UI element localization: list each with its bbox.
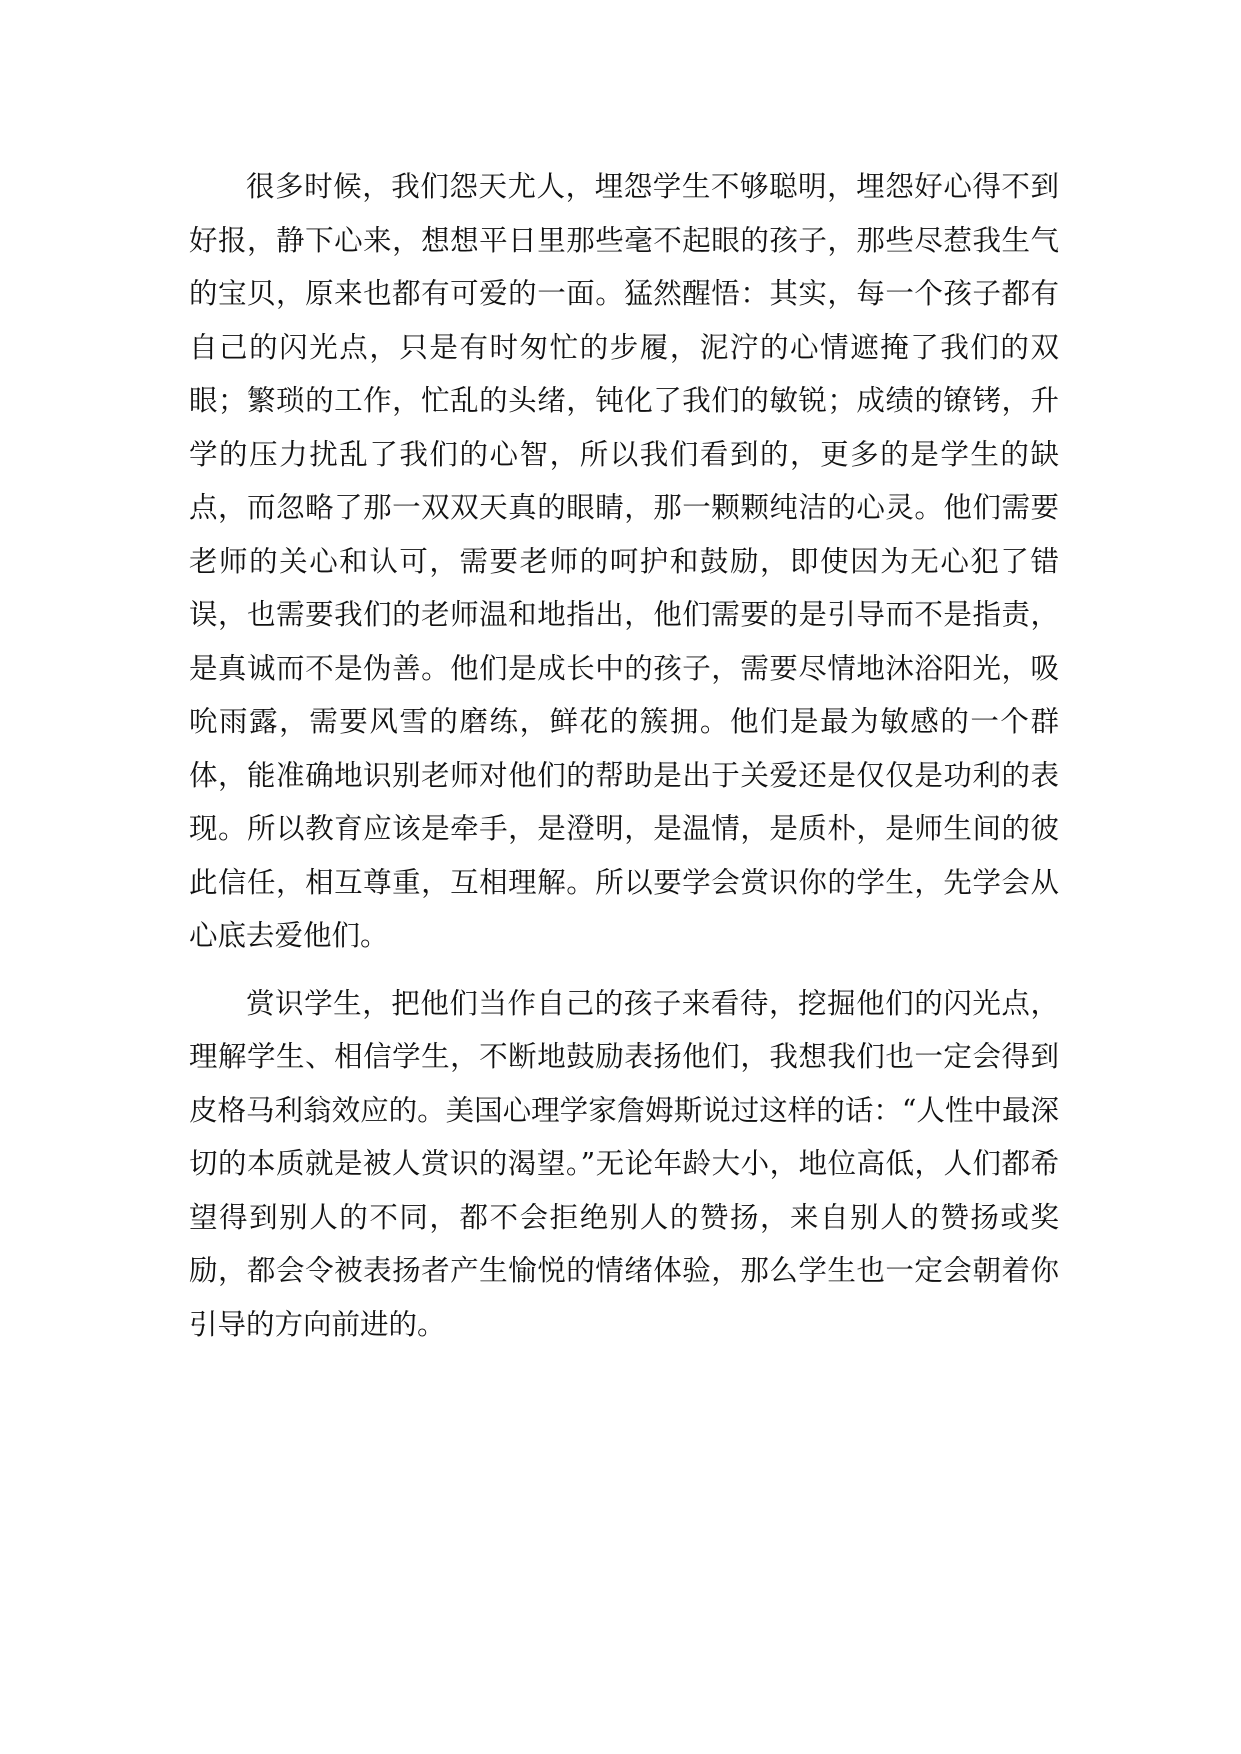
paragraph-2: 赏识学生，把他们当作自己的孩子来看待，挖掘他们的闪光点，理解学生、相信学生，不断地鼓励表扬他们，我想我们也一定会得到皮格马利翁效应的。美国心理学家詹姆斯说过这样的话：“人性中最深切的本质就是被人赏识的渴望。”无论年龄大小，地位高低，人们都希望得到别人的不同，都不会拒绝别人的赞扬，来自别人的赞扬或奖励，都会令被表扬者产生愉悦的情绪体验，那么学生也一定会朝着你引导的方向前进的。 [189, 986, 1059, 1341]
paragraph-1: 很多时候，我们怨天尤人，埋怨学生不够聪明，埋怨好心得不到好报，静下心来，想想平日里那些毫不起眼的孩子，那些尽惹我生气的宝贝，原来也都有可爱的一面。猛然醒悟：其实，每一个孩子都有自己的闪光点，只是有时匆忙的步履，泥泞的心情遮掩了我们的双眼；繁琐的工作，忙乱的头绪，钝化了我们的敏锐；成绩的镣铐，升学的压力扰乱了我们的心智，所以我们看到的，更多的是学生的缺点，而忽略了那一双双天真的眼睛，那一颗颗纯洁的心灵。他们需要老师的关心和认可，需要老师的呵护和鼓励，即使因为无心犯了错误，也需要我们的老师温和地指出，他们需要的是引导而不是指责，是真诚而不是伪善。他们是成长中的孩子，需要尽情地沐浴阳光，吸吮雨露，需要风雪的磨练，鲜花的簇拥。他们是最为敏感的一个群体，能准确地识别老师对他们的帮助是出于关爱还是仅仅是功利的表现。所以教育应该是牵手，是澄明，是温情，是质朴，是师生间的彼此信任，相互尊重，互相理解。所以要学会赏识你的学生，先学会从心底去爱他们。 [189, 170, 1059, 952]
body-text [189, 160, 1059, 1351]
